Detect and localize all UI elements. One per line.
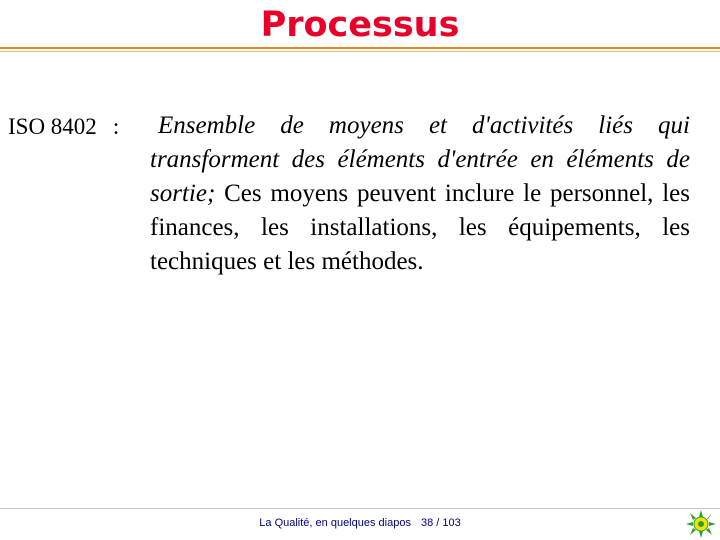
definition-italic-part: transforment des éléments d'entrée en éléments de sortie;: [150, 146, 690, 207]
definition-normal-part: Ces moyens peuvent inclure le personnel, les finances, les installations, les équipements, les techniques et les méthodes.: [150, 180, 690, 275]
footer: [0, 516, 720, 530]
slide-title: Processus: [260, 5, 460, 45]
page-number: 38 / 103: [420, 517, 461, 529]
title-divider-thin: [0, 51, 720, 52]
footer-caption: La Qualité, en quelques diapos: [259, 517, 411, 529]
definition-colon: :: [112, 114, 120, 139]
definition-source: [8, 113, 119, 141]
definition-text: [150, 109, 690, 279]
sun-logo-icon: [686, 510, 716, 538]
footer-divider: [0, 508, 720, 509]
definition-source-label: ISO 8402: [8, 114, 97, 139]
definition-line-1: Ensemble de moyens et d'activités liés qui: [158, 112, 690, 139]
title-divider: [0, 47, 720, 49]
